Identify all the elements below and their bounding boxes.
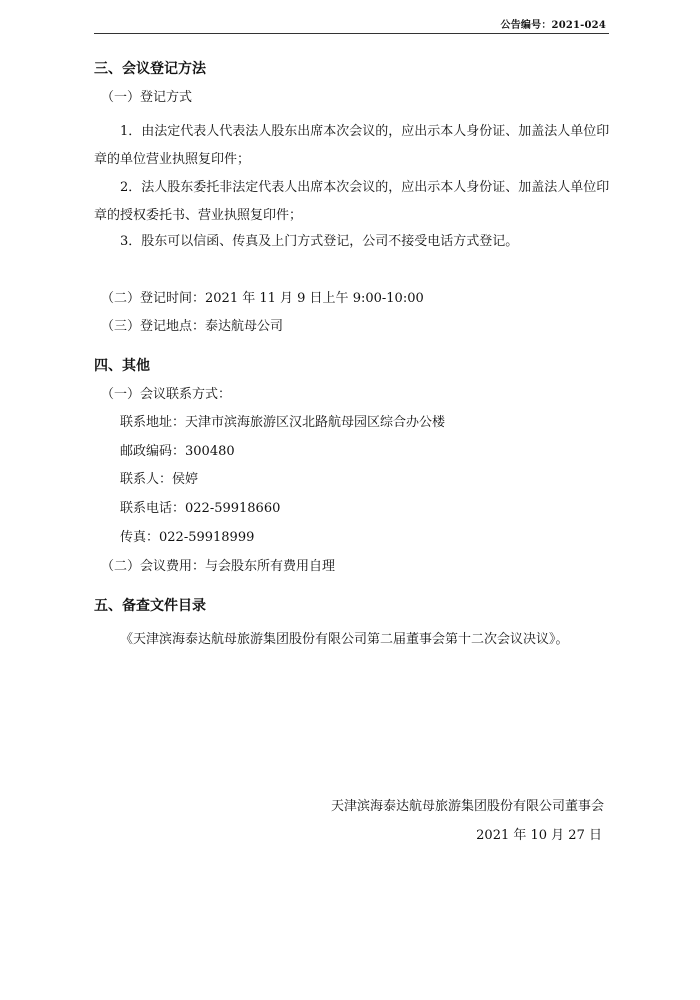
registration-item-2: 2．法人股东委托非法定代表人出席本次会议的，应出示本人身份证、加盖法人单位印章的授权委托书、营业执照复印件； [94,180,610,223]
announcement-number: 公告编号：2021-024 [500,20,606,31]
section-5-heading: 五、备查文件目录 [94,598,206,614]
section-4-heading: 四、其他 [94,358,150,374]
postal-code: 邮政编码：300480 [120,444,235,459]
board-signature: 天津滨海泰达航母旅游集团股份有限公司董事会 [330,799,604,814]
registration-place: （三）登记地点：泰达航母公司 [101,319,284,334]
registration-time: （二）登记时间：2021 年 11 月 9 日上午 9:00-10:00 [101,291,424,306]
registration-method-heading: （一）登记方式 [101,90,193,105]
section-3-heading: 三、会议登记方法 [94,61,206,77]
meeting-fees: （二）会议费用：与会股东所有费用自理 [101,559,336,574]
contact-heading: （一）会议联系方式： [101,387,232,402]
signature-date: 2021 年 10 月 27 日 [476,828,602,843]
header-divider [94,33,609,34]
contact-fax: 传真：022-59918999 [120,530,255,545]
registration-item-3: 3．股东可以信函、传真及上门方式登记，公司不接受电话方式登记。 [120,234,519,249]
registration-item-1: 1．由法定代表人代表法人股东出席本次会议的，应出示本人身份证、加盖法人单位印章的单位营业执照复印件； [94,124,610,167]
reference-document: 《天津滨海泰达航母旅游集团股份有限公司第二届董事会第十二次会议决议》。 [120,632,569,647]
contact-person: 联系人：侯婷 [120,472,199,487]
contact-phone: 联系电话：022-59918660 [120,501,281,516]
contact-address: 联系地址：天津市滨海旅游区汉北路航母园区综合办公楼 [120,415,446,430]
